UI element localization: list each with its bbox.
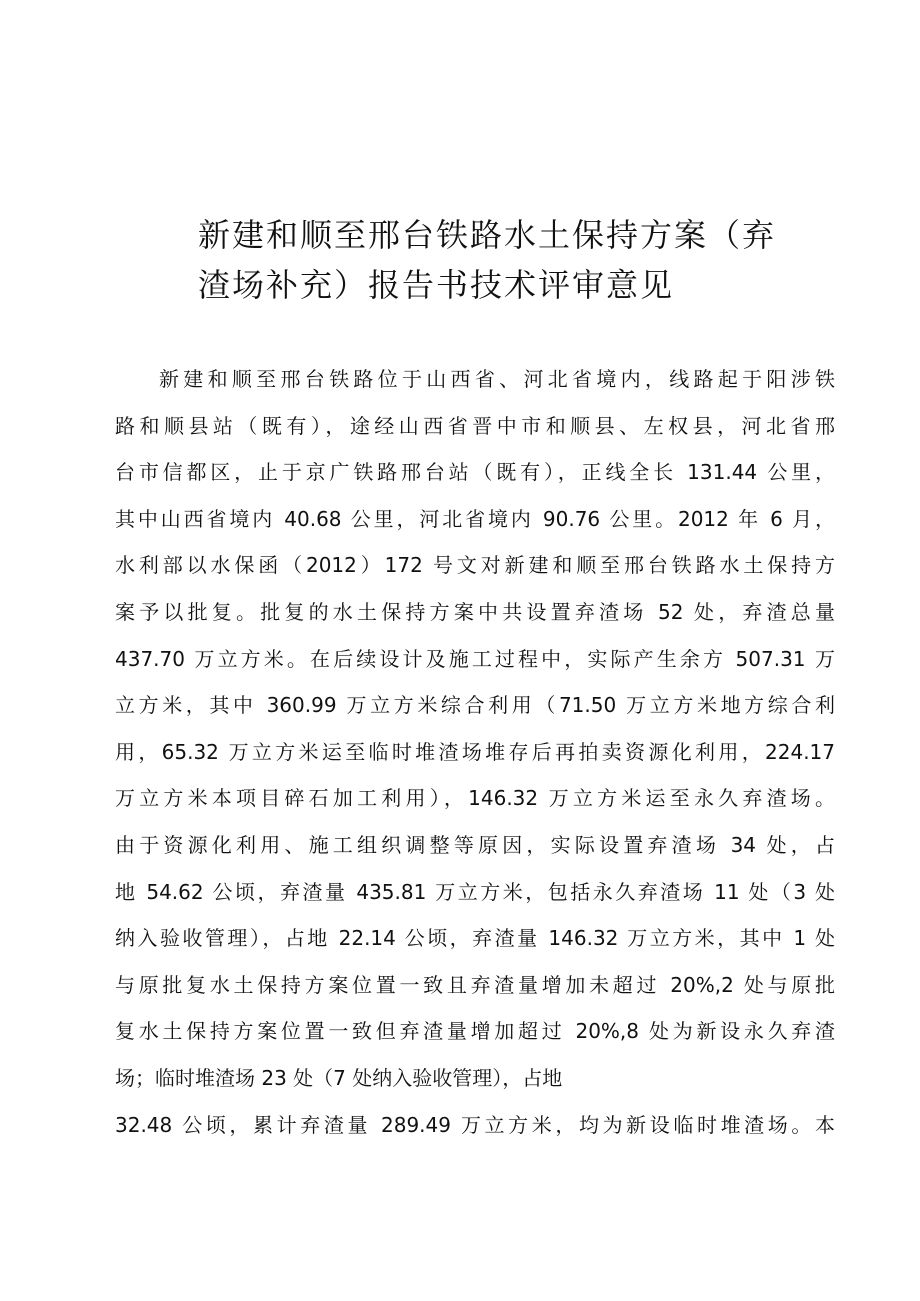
document-title: [198, 210, 818, 310]
document-body: [115, 356, 835, 1148]
body-line: 路和顺县站（既有），途经山西省晋中市和顺县、左权县，河北省邢: [115, 413, 835, 438]
body-line: 案予以批复。批复的水土保持方案中共设置弃渣场 52 处，弃渣总量: [115, 599, 835, 624]
body-line: 新建和顺至邢台铁路位于山西省、河北省境内，线路起于阳涉铁: [159, 367, 835, 391]
body-line: 与原批复水土保持方案位置一致且弃渣量增加未超过 20%,2 处与原批: [115, 972, 835, 997]
body-line: 用，65.32 万立方米运至临时堆渣场堆存后再拍卖资源化利用，224.17: [115, 739, 835, 764]
body-line: 复水土保持方案位置一致但弃渣量增加超过 20%,8 处为新设永久弃渣: [115, 1019, 835, 1044]
body-line: 万立方米本项目碎石加工利用），146.32 万立方米运至永久弃渣场。: [115, 786, 835, 811]
body-line: 32.48 公顷，累计弃渣量 289.49 万立方米，均为新设临时堆渣场。本: [115, 1112, 835, 1137]
title-line-1: 新建和顺至邢台铁路水土保持方案（弃: [198, 216, 777, 254]
title-line-2: 渣场补充）报告书技术评审意见: [198, 266, 675, 304]
body-line: 其中山西省境内 40.68 公里，河北省境内 90.76 公里。2012 年 6 月，: [115, 506, 835, 531]
body-line: 437.70 万立方米。在后续设计及施工过程中，实际产生余方 507.31 万: [115, 646, 835, 671]
body-line: 立方米，其中 360.99 万立方米综合利用（71.50 万立方米地方综合利: [115, 693, 835, 718]
body-line: 由于资源化利用、施工组织调整等原因，实际设置弃渣场 34 处，占: [115, 832, 835, 857]
body-line: 水利部以水保函（2012）172 号文对新建和顺至邢台铁路水土保持方: [115, 553, 835, 578]
body-line: 纳入验收管理），占地 22.14 公顷，弃渣量 146.32 万立方米，其中 1 处: [115, 926, 835, 951]
body-line: 场；临时堆渣场 23 处（7 处纳入验收管理），占地: [115, 1065, 563, 1090]
body-line: 地 54.62 公顷，弃渣量 435.81 万立方米，包括永久弃渣场 11 处（3 处: [115, 879, 835, 904]
body-line: 台市信都区，止于京广铁路邢台站（既有），正线全长 131.44 公里，: [115, 460, 835, 485]
